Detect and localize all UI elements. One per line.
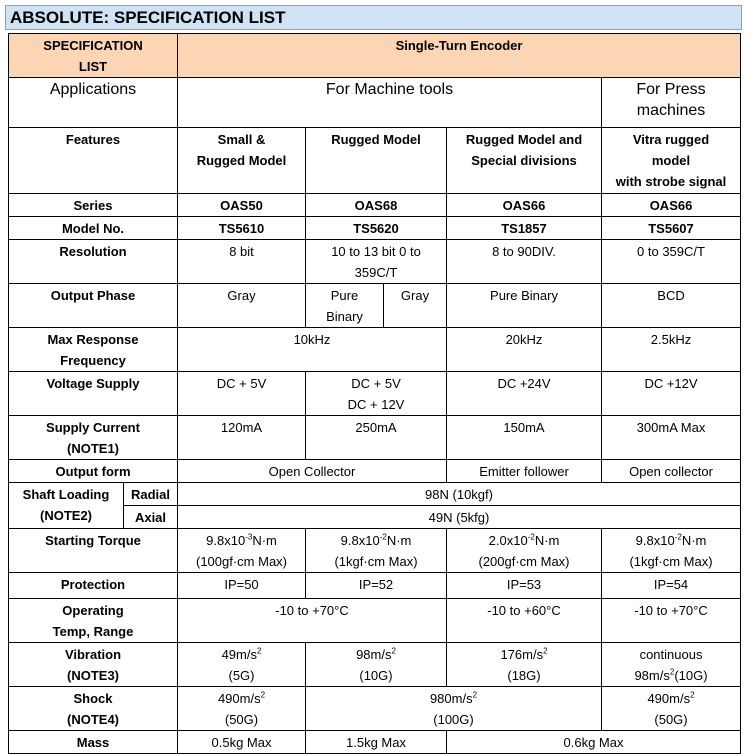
temp-label	[9, 599, 178, 643]
series-row	[9, 194, 741, 217]
mass-col34: 0.6kg Max	[447, 731, 741, 754]
torque-col3-unit: N·m	[534, 533, 560, 548]
vibration-col1	[178, 643, 306, 687]
output-phase-col2a-line1: Pure	[330, 288, 359, 303]
vibration-col3-exponent: 2	[543, 646, 548, 656]
applications-row	[9, 78, 741, 128]
mass-col2: 1.5kg Max	[306, 731, 447, 754]
voltage-col2	[306, 372, 447, 416]
series-col3: OAS66	[447, 194, 602, 217]
vibration-col1-line1	[180, 644, 303, 665]
max-response-row	[9, 328, 741, 372]
output-form-col12: Open Collector	[178, 460, 447, 483]
vibration-label	[9, 643, 178, 687]
torque-col4	[602, 529, 741, 573]
shock-col1-value: 490m/s	[217, 691, 261, 706]
applications-press-line1: For Press	[636, 81, 706, 98]
current-label-line2: (NOTE1)	[67, 441, 119, 456]
resolution-col3: 8 to 90DIV.	[447, 240, 602, 284]
shock-col1-line2: (50G)	[224, 712, 259, 727]
voltage-col4: DC +12V	[602, 372, 741, 416]
vibration-col4	[602, 643, 741, 687]
voltage-col2-line1: DC + 5V	[351, 376, 401, 391]
shaft-radial-label: Radial	[124, 483, 178, 506]
max-response-col3: 20kHz	[447, 328, 602, 372]
current-label	[9, 416, 178, 460]
voltage-row	[9, 372, 741, 416]
vibration-col4-line1: continuous	[639, 647, 703, 662]
torque-col3	[447, 529, 602, 573]
torque-col3-exponent: -2	[527, 532, 535, 542]
shock-col4-line2: (50G)	[654, 712, 688, 727]
mass-label: Mass	[9, 731, 178, 754]
vibration-col2	[306, 643, 447, 687]
torque-col2-line2: (1kgf·cm Max)	[334, 554, 418, 569]
vibration-col1-exponent: 2	[256, 646, 262, 656]
header-label-line1: SPECIFICATION	[43, 38, 143, 53]
model-col4: TS5607	[602, 217, 741, 240]
vibration-col4-value: 98m/s	[634, 668, 670, 683]
vibration-col2-value: 98m/s	[356, 647, 392, 662]
torque-col2-mantissa: 9.8x10	[340, 533, 380, 548]
torque-col1-exponent: -3	[245, 532, 253, 542]
shaft-radial-row	[9, 483, 741, 506]
shaft-label-line2: (NOTE2)	[40, 508, 92, 523]
protection-col2: IP=52	[306, 573, 447, 599]
shaft-radial-value: 98N (10kgf)	[178, 483, 741, 506]
torque-col1	[178, 529, 306, 573]
max-response-col12: 10kHz	[178, 328, 447, 372]
vibration-col2-line2: (10G)	[359, 668, 393, 683]
output-phase-label: Output Phase	[9, 284, 178, 328]
output-phase-col3: Pure Binary	[447, 284, 602, 328]
applications-machine-tools: For Machine tools	[178, 78, 602, 128]
vibration-col3-value: 176m/s	[500, 647, 544, 662]
shock-col23-exponent: 2	[472, 690, 478, 700]
model-col1: TS5610	[178, 217, 306, 240]
features-col4-line2: model	[651, 153, 691, 168]
output-phase-col2a	[306, 284, 384, 328]
output-form-col3: Emitter follower	[447, 460, 602, 483]
protection-label: Protection	[9, 573, 178, 599]
shock-col1-line1	[180, 688, 303, 709]
features-col3-line2: Special divisions	[471, 153, 577, 168]
vibration-label-line1: Vibration	[64, 647, 122, 662]
shaft-axial-label: Axial	[124, 506, 178, 529]
resolution-label: Resolution	[9, 240, 178, 284]
resolution-col1: 8 bit	[178, 240, 306, 284]
vibration-col3-line2: (18G)	[507, 668, 541, 683]
protection-col3: IP=53	[447, 573, 602, 599]
shock-label-line1: Shock	[73, 691, 113, 706]
shaft-label-line1: Shaft Loading	[22, 487, 110, 502]
applications-press-line2: machines	[636, 102, 706, 119]
torque-col1-line2: (100gf·cm Max)	[195, 554, 288, 569]
resolution-col2	[306, 240, 447, 284]
applications-label: Applications	[9, 78, 178, 128]
shock-col4-value: 490m/s	[647, 691, 691, 706]
mass-row	[9, 731, 741, 754]
model-label: Model No.	[9, 217, 178, 240]
torque-col2-exponent: -2	[379, 532, 387, 542]
shaft-axial-value: 49N (5kfg)	[178, 506, 741, 529]
temp-col3: -10 to +60°C	[447, 599, 602, 643]
features-col1-line2: Rugged Model	[196, 153, 287, 168]
features-row	[9, 128, 741, 194]
resolution-col2-line2: 359C/T	[354, 265, 398, 280]
torque-col3-mantissa: 2.0x10	[488, 533, 528, 548]
protection-row	[9, 573, 741, 599]
output-form-col4: Open collector	[602, 460, 741, 483]
voltage-col1: DC + 5V	[178, 372, 306, 416]
current-col2: 250mA	[306, 416, 447, 460]
torque-col1-line1	[180, 530, 303, 551]
series-label: Series	[9, 194, 178, 217]
features-col1	[178, 128, 306, 194]
header-row	[9, 34, 741, 78]
mass-col1: 0.5kg Max	[178, 731, 306, 754]
current-col3: 150mA	[447, 416, 602, 460]
torque-col2	[306, 529, 447, 573]
torque-col3-line2: (200gf·cm Max)	[478, 554, 570, 569]
resolution-col2-line1: 10 to 13 bit 0 to	[331, 244, 421, 259]
header-product: Single-Turn Encoder	[178, 34, 741, 78]
vibration-col4-g: (10G)	[674, 668, 708, 683]
output-form-label: Output form	[9, 460, 178, 483]
shock-col23	[306, 687, 602, 731]
features-col1-line1: Small &	[217, 132, 266, 147]
shaft-label	[9, 483, 124, 529]
torque-col3-line1	[449, 530, 599, 551]
shock-col4-line1	[604, 688, 738, 709]
shock-col23-line1	[308, 688, 599, 709]
current-col4: 300mA Max	[602, 416, 741, 460]
output-phase-row	[9, 284, 741, 328]
shock-col4-exponent: 2	[690, 690, 695, 700]
features-col4-line3: with strobe signal	[615, 174, 727, 189]
model-row	[9, 217, 741, 240]
vibration-col2-line1	[308, 644, 444, 665]
output-phase-col2a-line2: Binary	[326, 309, 363, 324]
header-label	[9, 34, 178, 78]
voltage-label: Voltage Supply	[9, 372, 178, 416]
model-col2: TS5620	[306, 217, 447, 240]
torque-col4-exponent: -2	[674, 532, 682, 542]
vibration-col3-line1	[449, 644, 599, 665]
resolution-row	[9, 240, 741, 284]
applications-press	[602, 78, 741, 128]
output-phase-col2b: Gray	[384, 284, 447, 328]
torque-col4-line2: (1kgf·cm Max)	[629, 554, 713, 569]
shock-col1-exponent: 2	[260, 690, 266, 700]
max-response-col4: 2.5kHz	[602, 328, 741, 372]
vibration-col1-value: 49m/s	[221, 647, 257, 662]
vibration-label-line2: (NOTE3)	[67, 668, 119, 683]
temp-col4: -10 to +70°C	[602, 599, 741, 643]
shock-row	[9, 687, 741, 731]
temp-label-line1: Operating	[62, 603, 124, 618]
series-col4: OAS66	[602, 194, 741, 217]
shock-col4	[602, 687, 741, 731]
temp-label-line2: Temp, Range	[52, 624, 134, 639]
vibration-col4-line2	[604, 665, 738, 686]
specification-table	[8, 33, 741, 754]
shock-label	[9, 687, 178, 731]
max-response-label	[9, 328, 178, 372]
torque-col4-unit: N·m	[681, 533, 707, 548]
series-col2: OAS68	[306, 194, 447, 217]
voltage-col2-line2: DC + 12V	[347, 397, 405, 412]
max-response-label-line2: Frequency	[60, 353, 126, 368]
vibration-col1-line2: (5G)	[228, 668, 255, 683]
torque-col1-mantissa: 9.8x10	[206, 533, 246, 548]
current-row	[9, 416, 741, 460]
header-label-line2: LIST	[78, 59, 108, 74]
voltage-col3: DC +24V	[447, 372, 602, 416]
torque-col2-line1	[308, 530, 444, 551]
output-form-row	[9, 460, 741, 483]
shock-col23-line2: (100G)	[433, 712, 474, 727]
current-col1: 120mA	[178, 416, 306, 460]
vibration-col4-exponent: 2	[669, 667, 675, 677]
torque-col1-unit: N·m	[252, 533, 277, 548]
torque-row	[9, 529, 741, 573]
features-col2: Rugged Model	[306, 128, 447, 194]
features-col4-line1: Vitra rugged	[632, 132, 710, 147]
page-title: ABSOLUTE: SPECIFICATION LIST	[5, 5, 742, 30]
shock-col1	[178, 687, 306, 731]
torque-col4-mantissa: 9.8x10	[635, 533, 675, 548]
model-col3: TS1857	[447, 217, 602, 240]
temp-row	[9, 599, 741, 643]
torque-col2-unit: N·m	[386, 533, 412, 548]
protection-col4: IP=54	[602, 573, 741, 599]
shock-label-line2: (NOTE4)	[67, 712, 119, 727]
max-response-label-line1: Max Response	[47, 332, 139, 347]
output-phase-col4: BCD	[602, 284, 741, 328]
features-col3-line1: Rugged Model and	[465, 132, 583, 147]
output-phase-col1: Gray	[178, 284, 306, 328]
shock-col23-value: 980m/s	[429, 691, 473, 706]
vibration-row	[9, 643, 741, 687]
vibration-col2-exponent: 2	[391, 646, 396, 656]
series-col1: OAS50	[178, 194, 306, 217]
temp-col12: -10 to +70°C	[178, 599, 447, 643]
features-label: Features	[9, 128, 178, 194]
torque-label: Starting Torque	[9, 529, 178, 573]
torque-col4-line1	[604, 530, 738, 551]
current-label-line1: Supply Current	[46, 420, 140, 435]
features-col4	[602, 128, 741, 194]
resolution-col4: 0 to 359C/T	[602, 240, 741, 284]
vibration-col3	[447, 643, 602, 687]
protection-col1: IP=50	[178, 573, 306, 599]
features-col3	[447, 128, 602, 194]
